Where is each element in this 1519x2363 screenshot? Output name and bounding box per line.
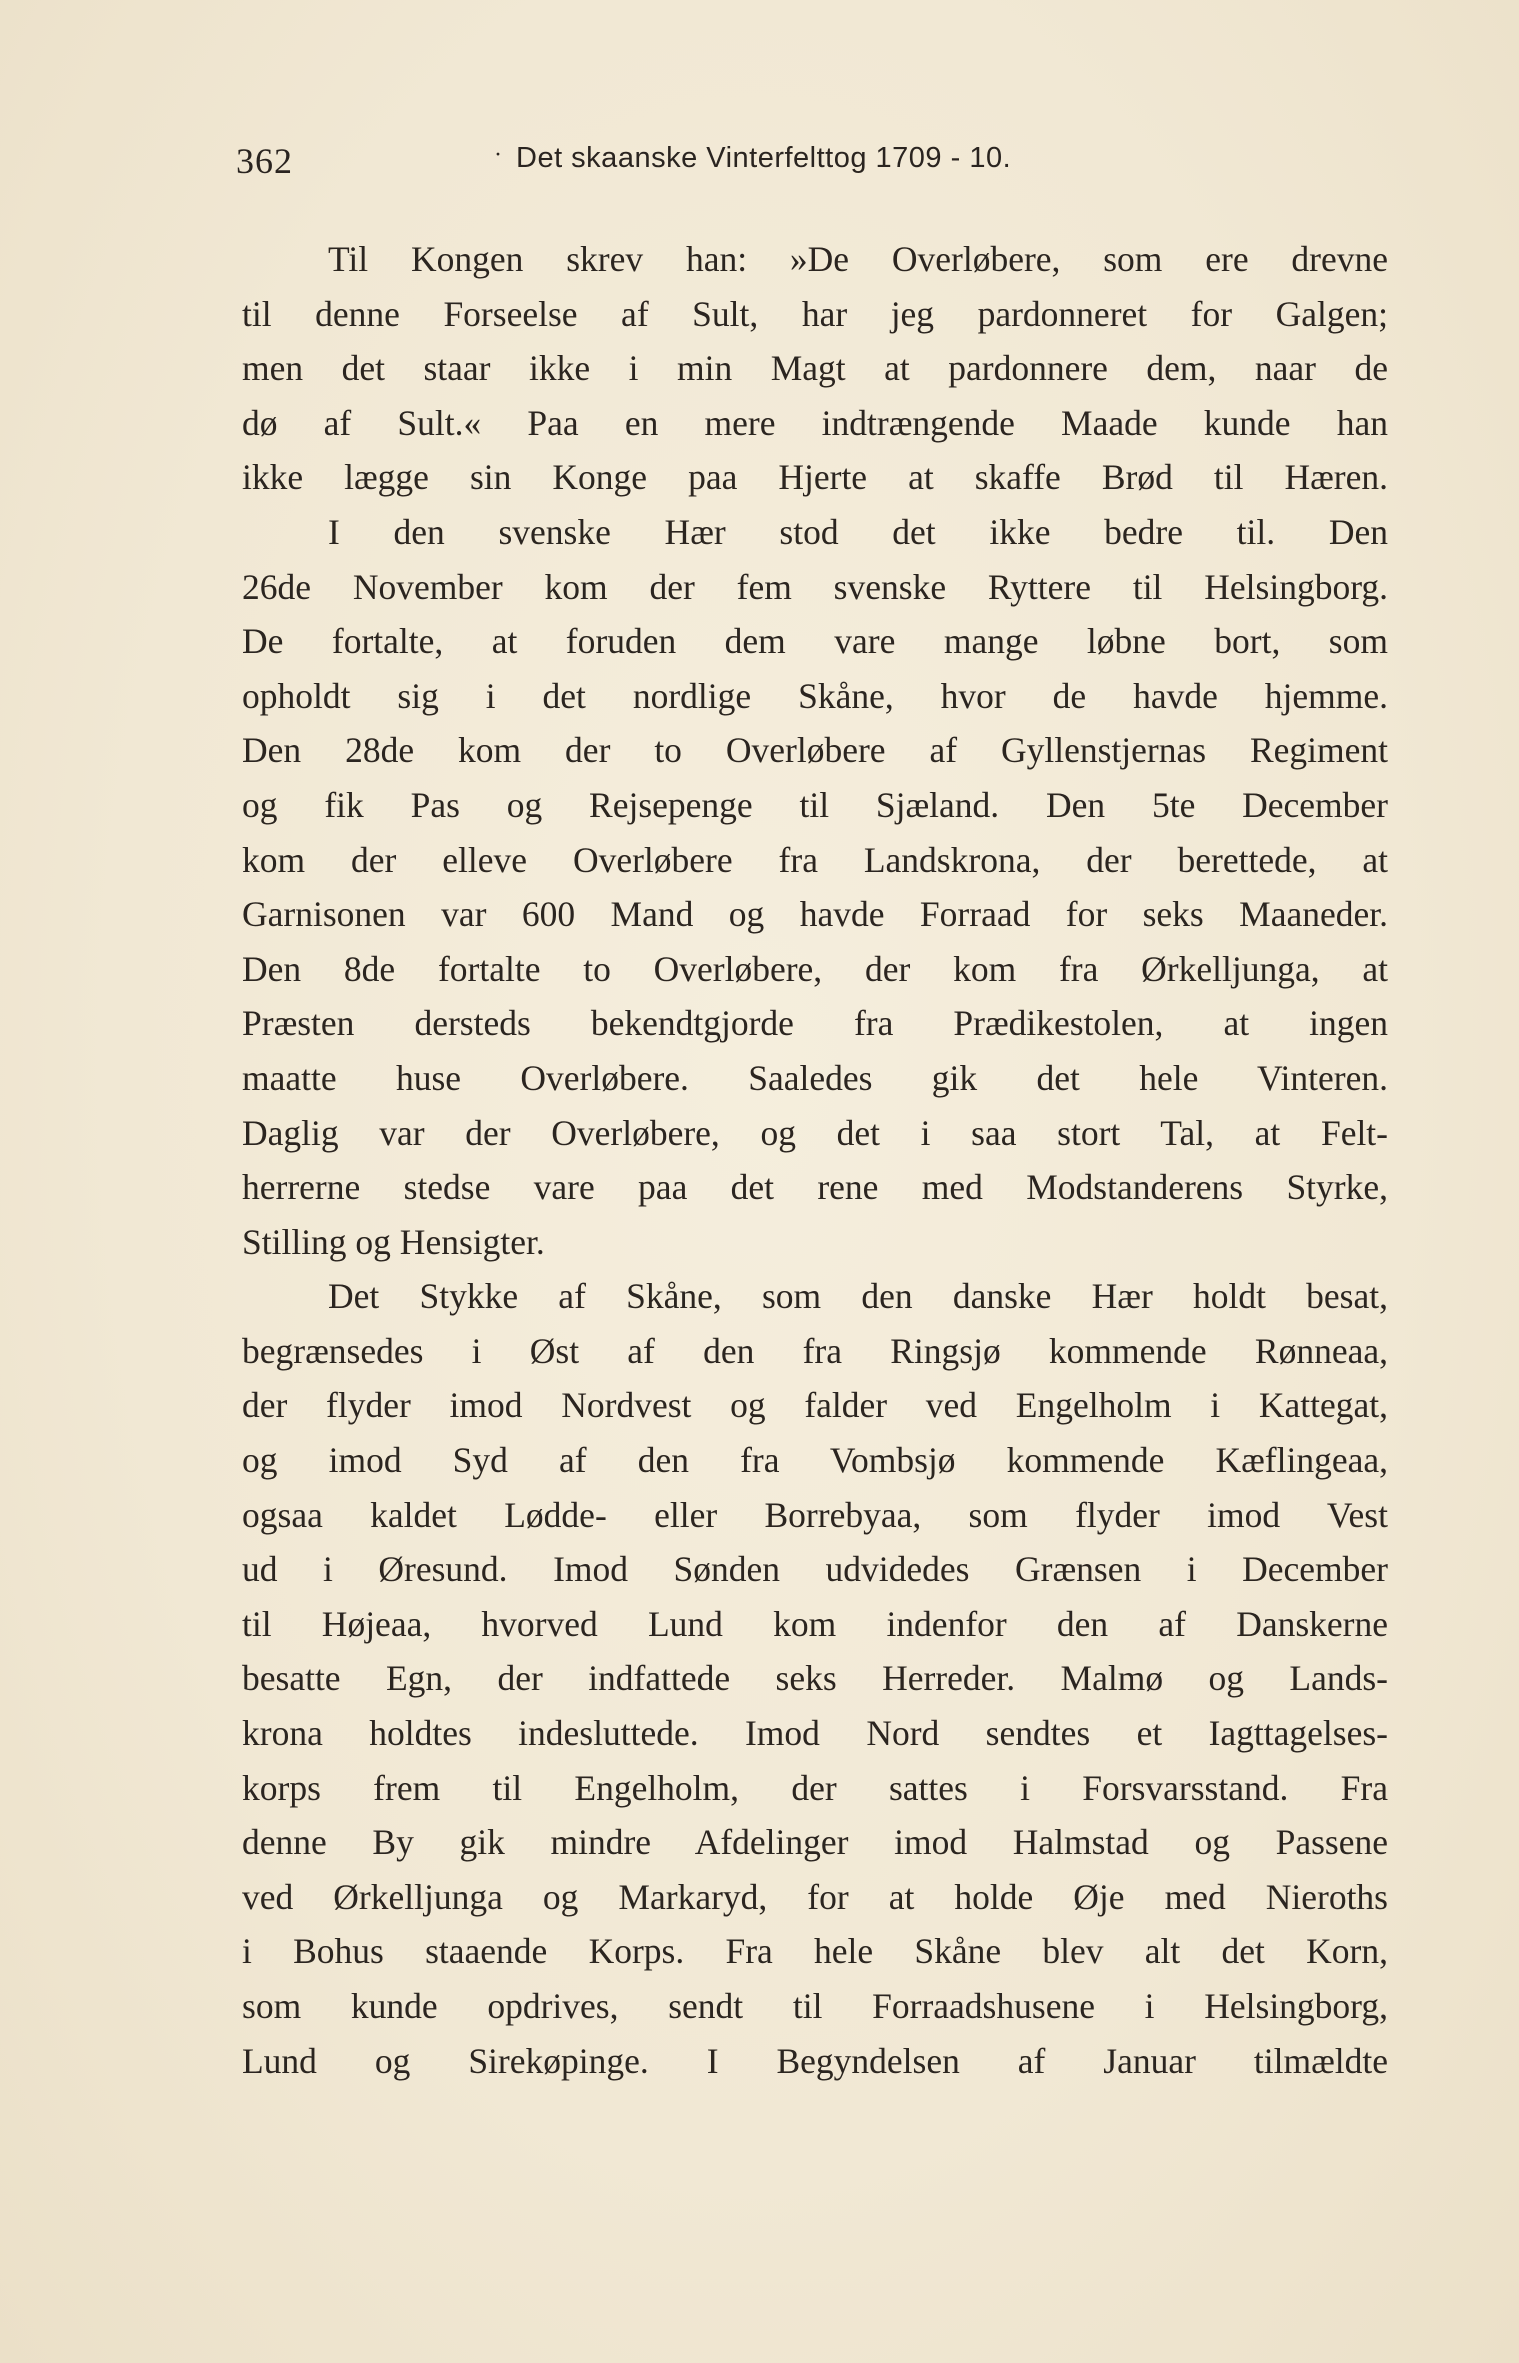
text-line: der flyder imod Nordvest og falder ved Engelholm i Kattegat, <box>242 1385 1388 1426</box>
header-dot: · <box>494 142 502 168</box>
text-line: Daglig var der Overløbere, og det i saa stort Tal, at Felt- <box>242 1112 1388 1153</box>
text-line: Garnisonen var 600 Mand og havde Forraad for seks Maaneder. <box>242 894 1388 935</box>
text-line: 26de November kom der fem svenske Ryttere til Helsingborg. <box>242 566 1388 607</box>
running-title: Det skaanske Vinterfelttog 1709 - 10. <box>516 142 1012 174</box>
text-line: Præsten dersteds bekendtgjorde fra Prædikestolen, at ingen <box>242 1003 1388 1044</box>
text-line: kom der elleve Overløbere fra Landskrona, der berettede, at <box>242 839 1388 880</box>
text-line: besatte Egn, der indfattede seks Herreder. Malmø og Lands- <box>242 1658 1388 1699</box>
text-line: dø af Sult.« Paa en mere indtrængende Maade kunde han <box>242 402 1388 443</box>
text-line: som kunde opdrives, sendt til Forraadshusene i Helsingborg, <box>242 1986 1388 2026</box>
text-line: begrænsedes i Øst af den fra Ringsjø kommende Rønneaa, <box>242 1330 1388 1371</box>
text-line: Den 8de fortalte to Overløbere, der kom fra Ørkelljunga, at <box>242 948 1388 989</box>
text-line: krona holdtes indesluttede. Imod Nord sendtes et Iagttagelses- <box>242 1713 1388 1754</box>
text-line: ogsaa kaldet Lødde- eller Borrebyaa, som flyder imod Vest <box>242 1494 1388 1535</box>
text-line: maatte huse Overløbere. Saaledes gik det hele Vinteren. <box>242 1057 1388 1098</box>
text-line: til denne Forseelse af Sult, har jeg pardonneret for Galgen; <box>242 293 1388 334</box>
text-line: opholdt sig i det nordlige Skåne, hvor de havde hjemme. <box>242 675 1388 716</box>
text-line: i Bohus staaende Korps. Fra hele Skåne blev alt det Korn, <box>242 1931 1388 1972</box>
text-line: ikke lægge sin Konge paa Hjerte at skaffe Brød til Hæren. <box>242 457 1388 498</box>
text-line: til Højeaa, hvorved Lund kom indenfor den af Danskerne <box>242 1603 1388 1644</box>
text-line: og imod Syd af den fra Vombsjø kommende Kæflingeaa, <box>242 1440 1388 1481</box>
text-line: De fortalte, at foruden dem vare mange løbne bort, som <box>242 621 1388 662</box>
text-line: Lund og Sirekøpinge. I Begyndelsen af Januar tilmældte <box>242 2040 1388 2081</box>
text-line: Den 28de kom der to Overløbere af Gyllenstjernas Regiment <box>242 730 1388 771</box>
body-text <box>242 232 1388 2088</box>
text-line: men det staar ikke i min Magt at pardonnere dem, naar de <box>242 348 1388 389</box>
text-line: korps frem til Engelholm, der sattes i Forsvarsstand. Fra <box>242 1767 1388 1808</box>
text-line: herrerne stedse vare paa det rene med Modstanderens Styrke, <box>242 1167 1388 1208</box>
text-line: og fik Pas og Rejsepenge til Sjæland. Den 5te December <box>242 784 1388 825</box>
text-line: Stilling og Hensigter. <box>242 1221 545 1262</box>
text-line: Til Kongen skrev han: »De Overløbere, som ere drevne <box>328 239 1388 279</box>
page-number: 362 <box>236 141 293 181</box>
page-header <box>236 140 1386 190</box>
text-line: ved Ørkelljunga og Markaryd, for at holde Øje med Nieroths <box>242 1876 1388 1917</box>
text-line: I den svenske Hær stod det ikke bedre til. Den <box>328 511 1388 552</box>
text-line: ud i Øresund. Imod Sønden udvidedes Grænsen i December <box>242 1549 1388 1590</box>
text-line: Det Stykke af Skåne, som den danske Hær holdt besat, <box>328 1276 1388 1317</box>
text-line: denne By gik mindre Afdelinger imod Halmstad og Passene <box>242 1822 1388 1863</box>
